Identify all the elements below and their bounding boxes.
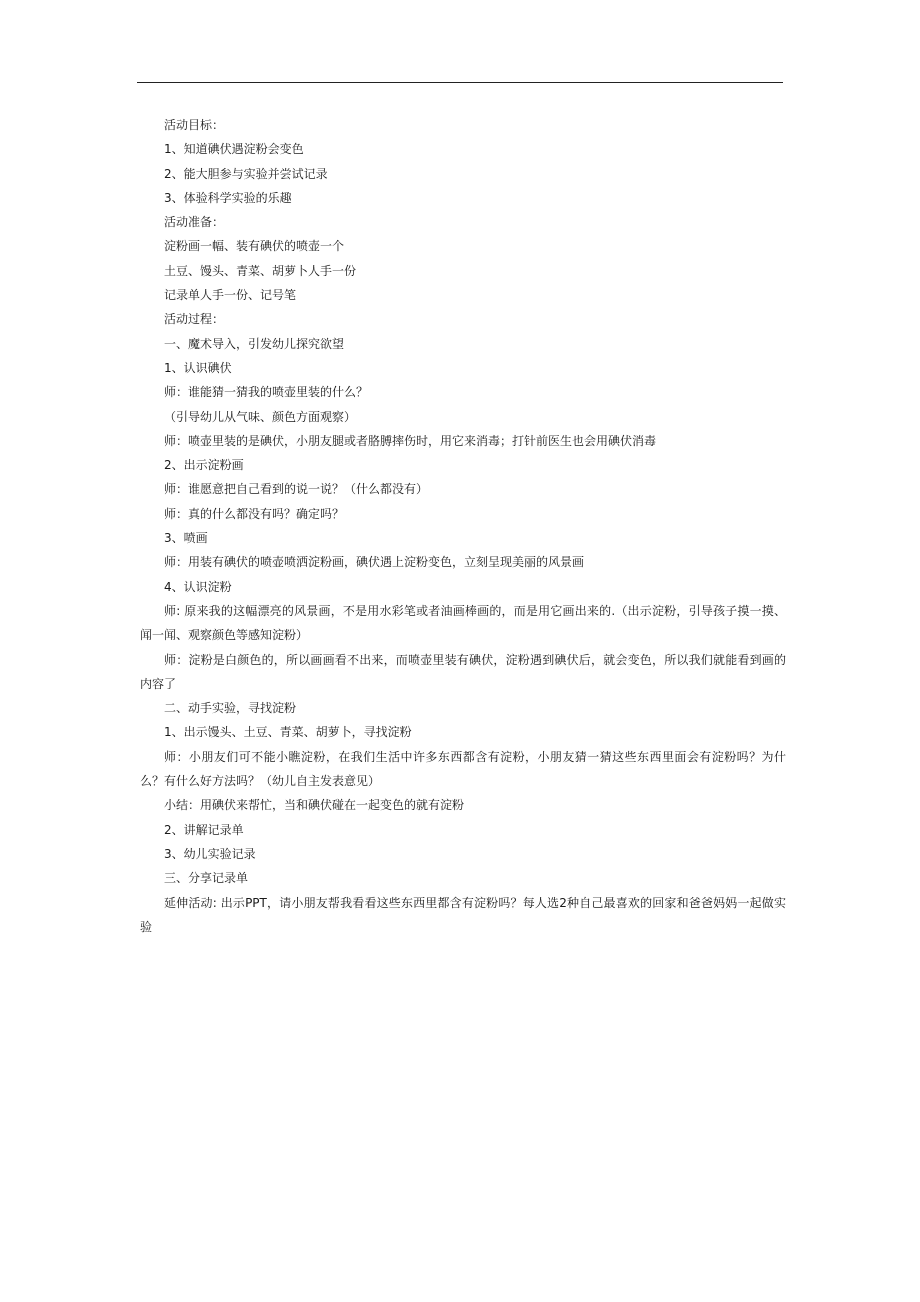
text-line: 4、认识淀粉	[164, 579, 232, 594]
text-line: 土豆、馒头、青菜、胡萝卜人手一份	[164, 263, 357, 278]
text-line: 二、动手实验，寻找淀粉	[164, 701, 297, 716]
text-line: 延伸活动: 出示PPT，请小朋友帮我看看这些东西里都含有淀粉吗？每人选2种自己最喜欢的回家和爸爸妈妈一起做实验	[140, 895, 786, 934]
text-line: 2、出示淀粉画	[164, 458, 244, 473]
text-line: 淀粉画一幅、装有碘伏的喷壶一个	[164, 239, 345, 254]
text-line: 1、知道碘伏遇淀粉会变色	[164, 142, 304, 157]
text-line: 2、讲解记录单	[164, 822, 244, 837]
text-line: 师：小朋友们可不能小瞧淀粉，在我们生活中许多东西都含有淀粉，小朋友猜一猜这些东西里面会有淀粉吗？为什么？有什么好方法吗？（幼儿自主发表意见）	[140, 749, 786, 789]
header-rule	[137, 82, 783, 83]
text-line: 1、认识碘伏	[164, 360, 232, 375]
text-line: 三、分享记录单	[164, 871, 249, 886]
text-line: 活动过程：	[164, 312, 225, 327]
text-line: 师：真的什么都没有吗？确定吗？	[164, 506, 345, 521]
text-line: 师：喷壶里装的是碘伏，小朋友腿或者胳膊摔伤时，用它来消毒；打针前医生也会用碘伏消毒	[164, 433, 657, 448]
document-body	[140, 113, 786, 939]
text-line: 3、体验科学实验的乐趣	[164, 190, 292, 205]
text-line: 师: 原来我的这幅漂亮的风景画，不是用水彩笔或者油画棒画的，而是用它画出来的.（出示淀粉，引导孩子摸一摸、闻一闻、观察颜色等感知淀粉）	[140, 603, 786, 643]
text-line: 3、喷画	[164, 531, 208, 546]
text-line: 2、能大胆参与实验并尝试记录	[164, 166, 328, 181]
text-line: （引导幼儿从气味、颜色方面观察）	[164, 409, 357, 424]
text-line: 师：淀粉是白颜色的，所以画画看不出来，而喷壶里装有碘伏，淀粉遇到碘伏后，就会变色，所以我们就能看到画的内容了	[140, 652, 786, 691]
text-line: 活动目标：	[164, 118, 225, 132]
text-line: 师：谁愿意把自己看到的说一说？（什么都没有）	[164, 482, 429, 497]
text-line: 师：用装有碘伏的喷壶喷洒淀粉画，碘伏遇上淀粉变色，立刻呈现美丽的风景画	[164, 555, 585, 570]
text-line: 3、幼儿实验记录	[164, 846, 256, 861]
text-line: 活动准备：	[164, 215, 225, 230]
text-line: 一、魔术导入，引发幼儿探究欲望	[164, 336, 345, 351]
text-line: 记录单人手一份、记号笔	[164, 288, 297, 303]
text-line: 师：谁能猜一猜我的喷壶里装的什么？	[164, 385, 369, 400]
text-line: 1、出示馒头、土豆、青菜、胡萝卜，寻找淀粉	[164, 725, 412, 740]
text-line: 小结：用碘伏来帮忙，当和碘伏碰在一起变色的就有淀粉	[164, 798, 465, 813]
